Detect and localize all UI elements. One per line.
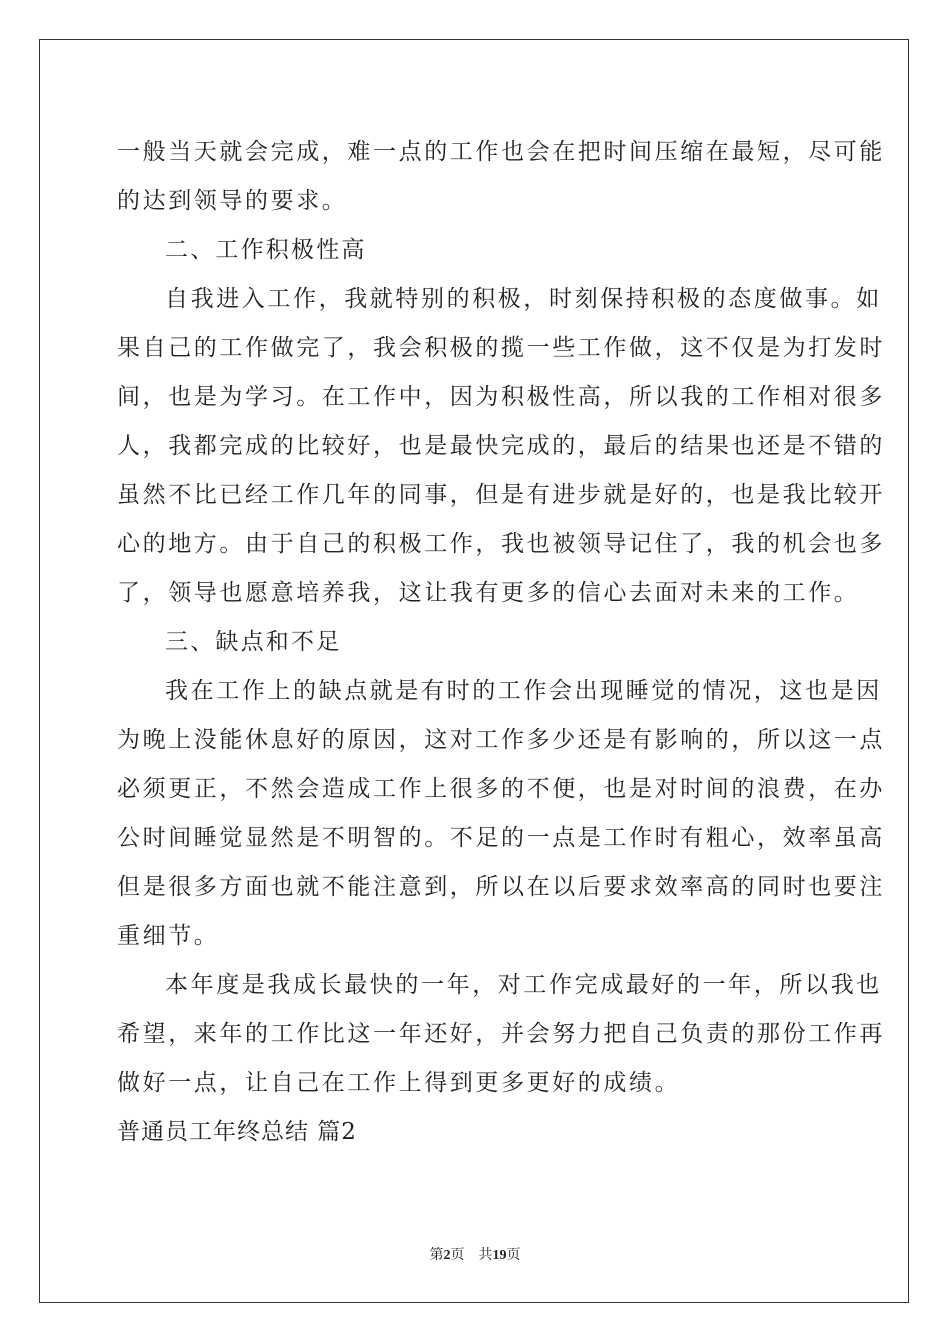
total-pages-count: 19 (492, 1248, 507, 1263)
paragraph-line: 果自己的工作做完了，我会积极的揽一些工作做，这不仅是为打发时 (117, 335, 885, 361)
paragraph-line: 我在工作上的缺点就是有时的工作会出现睡觉的情况，这也是因 (165, 678, 882, 704)
section-heading: 二、工作积极性高 (165, 237, 367, 263)
paragraph-line: 间，也是为学习。在工作中，因为积极性高，所以我的工作相对很多 (117, 384, 885, 410)
paragraph-line: 本年度是我成长最快的一年，对工作完成最好的一年，所以我也 (165, 972, 882, 998)
total-pages-suffix: 页 (506, 1248, 521, 1263)
paragraph-line: 心的地方。由于自己的积极工作，我也被领导记住了，我的机会也多 (117, 531, 885, 557)
paragraph-line: 重细节。 (117, 923, 220, 949)
paragraph-line: 人，我都完成的比较好，也是最快完成的，最后的结果也还是不错的 (117, 433, 885, 459)
paragraph-line: 自我进入工作，我就特别的积极，时刻保持积极的态度做事。如 (165, 286, 882, 312)
paragraph-line: 必须更正，不然会造成工作上很多的不便，也是对时间的浪费，在办 (117, 776, 885, 802)
paragraph-line: 希望，来年的工作比这一年还好，并会努力把自己负责的那份工作再 (117, 1021, 885, 1047)
paragraph-line: 为晚上没能休息好的原因，这对工作多少还是有影响的，所以这一点 (117, 727, 885, 753)
paragraph-line: 做好一点，让自己在工作上得到更多更好的成绩。 (117, 1070, 681, 1096)
section-heading: 三、缺点和不足 (165, 629, 342, 655)
page-number-current: 2 (443, 1248, 451, 1263)
section-title: 普通员工年终总结 篇2 (117, 1119, 357, 1145)
paragraph-line: 虽然不比已经工作几年的同事，但是有进步就是好的，也是我比较开 (117, 482, 885, 508)
paragraph-line: 但是很多方面也就不能注意到，所以在以后要求效率高的同时也要注 (117, 874, 885, 900)
page-number-suffix: 页 (450, 1248, 465, 1263)
document-body (117, 128, 885, 1157)
paragraph-line: 了，领导也愿意培养我，这让我有更多的信心去面对未来的工作。 (117, 580, 860, 606)
total-pages-prefix: 共 (478, 1248, 493, 1263)
paragraph-line: 公时间睡觉显然是不明智的。不足的一点是工作时有粗心，效率虽高 (117, 825, 885, 851)
paragraph-line: 一般当天就会完成，难一点的工作也会在把时间压缩在最短，尽可能 (117, 139, 885, 165)
paragraph-line: 的达到领导的要求。 (117, 188, 348, 214)
page-footer (0, 1244, 950, 1264)
page-number-prefix: 第 (429, 1248, 444, 1263)
